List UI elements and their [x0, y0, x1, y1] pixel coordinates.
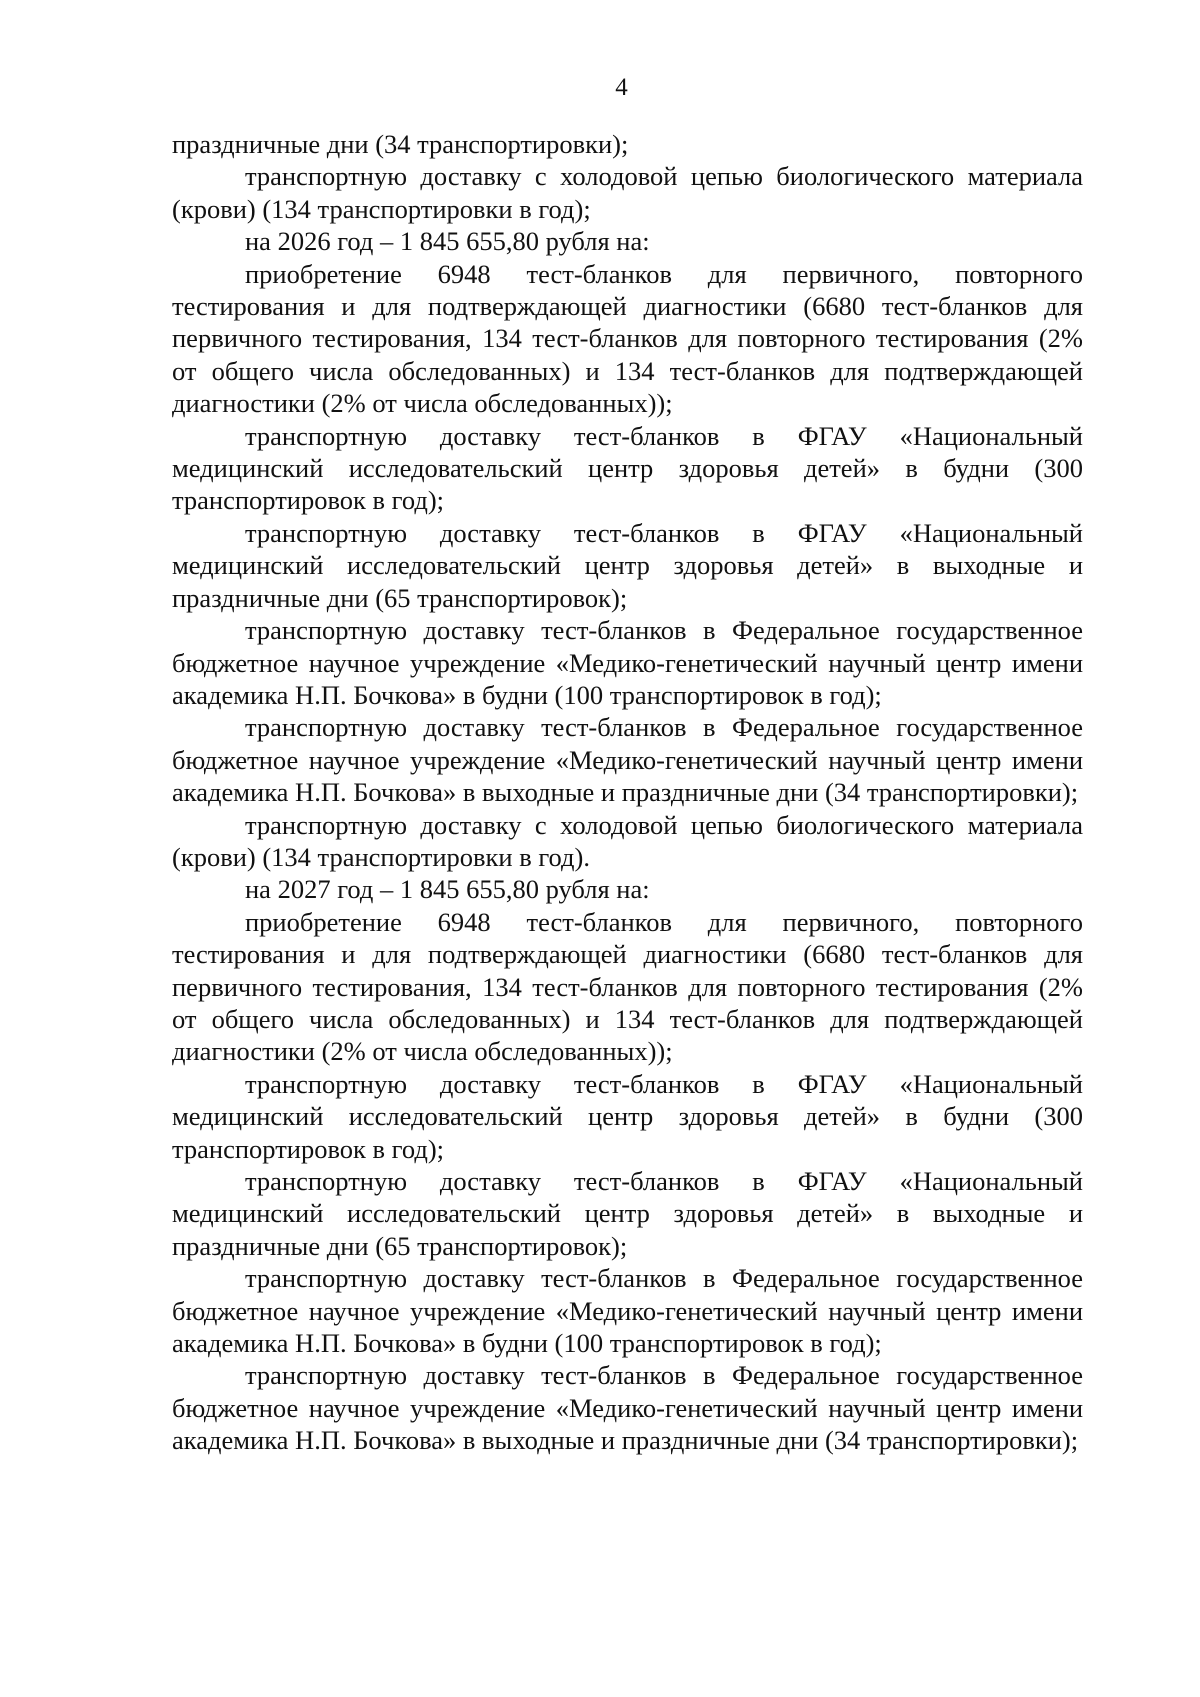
page-number: 4 [615, 74, 628, 101]
paragraph: транспортную доставку с холодовой цепью биологического материала (крови) (134 транспортировки в год); [172, 161, 1083, 224]
paragraph: транспортную доставку тест-бланков в ФГАУ «Национальный медицинский исследовательский центр здоровья детей» в выходные и праздничные дни (65 транспортировок); [172, 517, 1083, 613]
paragraph: праздничные дни (34 транспортировки); [172, 129, 629, 159]
paragraph: транспортную доставку тест-бланков в ФГАУ «Национальный медицинский исследовательский центр здоровья детей» в выходные и праздничные дни (65 транспортировок); [172, 1166, 1083, 1261]
paragraph: транспортную доставку тест-бланков в Федеральное государственное бюджетное научное учреждение «Медико-генетический научный центр имени академика Н.П. Бочкова» в будни (100 транспортировок в год); [172, 1263, 1083, 1359]
paragraph: транспортную доставку тест-бланков в ФГАУ «Национальный медицинский исследовательский центр здоровья детей» в будни (300 транспортировок в год); [172, 420, 1083, 516]
paragraph: приобретение 6948 тест-бланков для первичного, повторного тестирования и для подтверждающей диагностики (6680 тест-бланков для первичного тестирования, 134 тест-бланков для повторного тестирования (2% от общего числа обследованных) и 134 тест-бланков для подтверждающей диагностики (2% от числа обследованных)); [172, 906, 1083, 1067]
paragraph: транспортную доставку тест-бланков в Федеральное государственное бюджетное научное учреждение «Медико-генетический научный центр имени академика Н.П. Бочкова» в будни (100 транспортировок в год); [172, 615, 1083, 710]
paragraph: транспортную доставку с холодовой цепью биологического материала (крови) (134 транспортировки в год). [172, 809, 1083, 872]
paragraph: на 2027 год – 1 845 655,80 рубля на: [245, 874, 650, 905]
paragraph: на 2026 год – 1 845 655,80 рубля на: [245, 226, 650, 257]
paragraph: транспортную доставку тест-бланков в Федеральное государственное бюджетное научное учреждение «Медико-генетический научный центр имени академика Н.П. Бочкова» в выходные и праздничные дни (34 транспортировки); [172, 1360, 1083, 1456]
paragraph: транспортную доставку тест-бланков в ФГАУ «Национальный медицинский исследовательский центр здоровья детей» в будни (300 транспортировок в год); [172, 1068, 1083, 1164]
document-body [172, 128, 1083, 1457]
paragraph: транспортную доставку тест-бланков в Федеральное государственное бюджетное научное учреждение «Медико-генетический научный центр имени академика Н.П. Бочкова» в выходные и праздничные дни (34 транспортировки); [172, 712, 1083, 808]
paragraph: приобретение 6948 тест-бланков для первичного, повторного тестирования и для подтверждающей диагностики (6680 тест-бланков для первичного тестирования, 134 тест-бланков для повторного тестирования (2% от общего числа обследованных) и 134 тест-бланков для подтверждающей диагностики (2% от числа обследованных)); [172, 258, 1083, 419]
